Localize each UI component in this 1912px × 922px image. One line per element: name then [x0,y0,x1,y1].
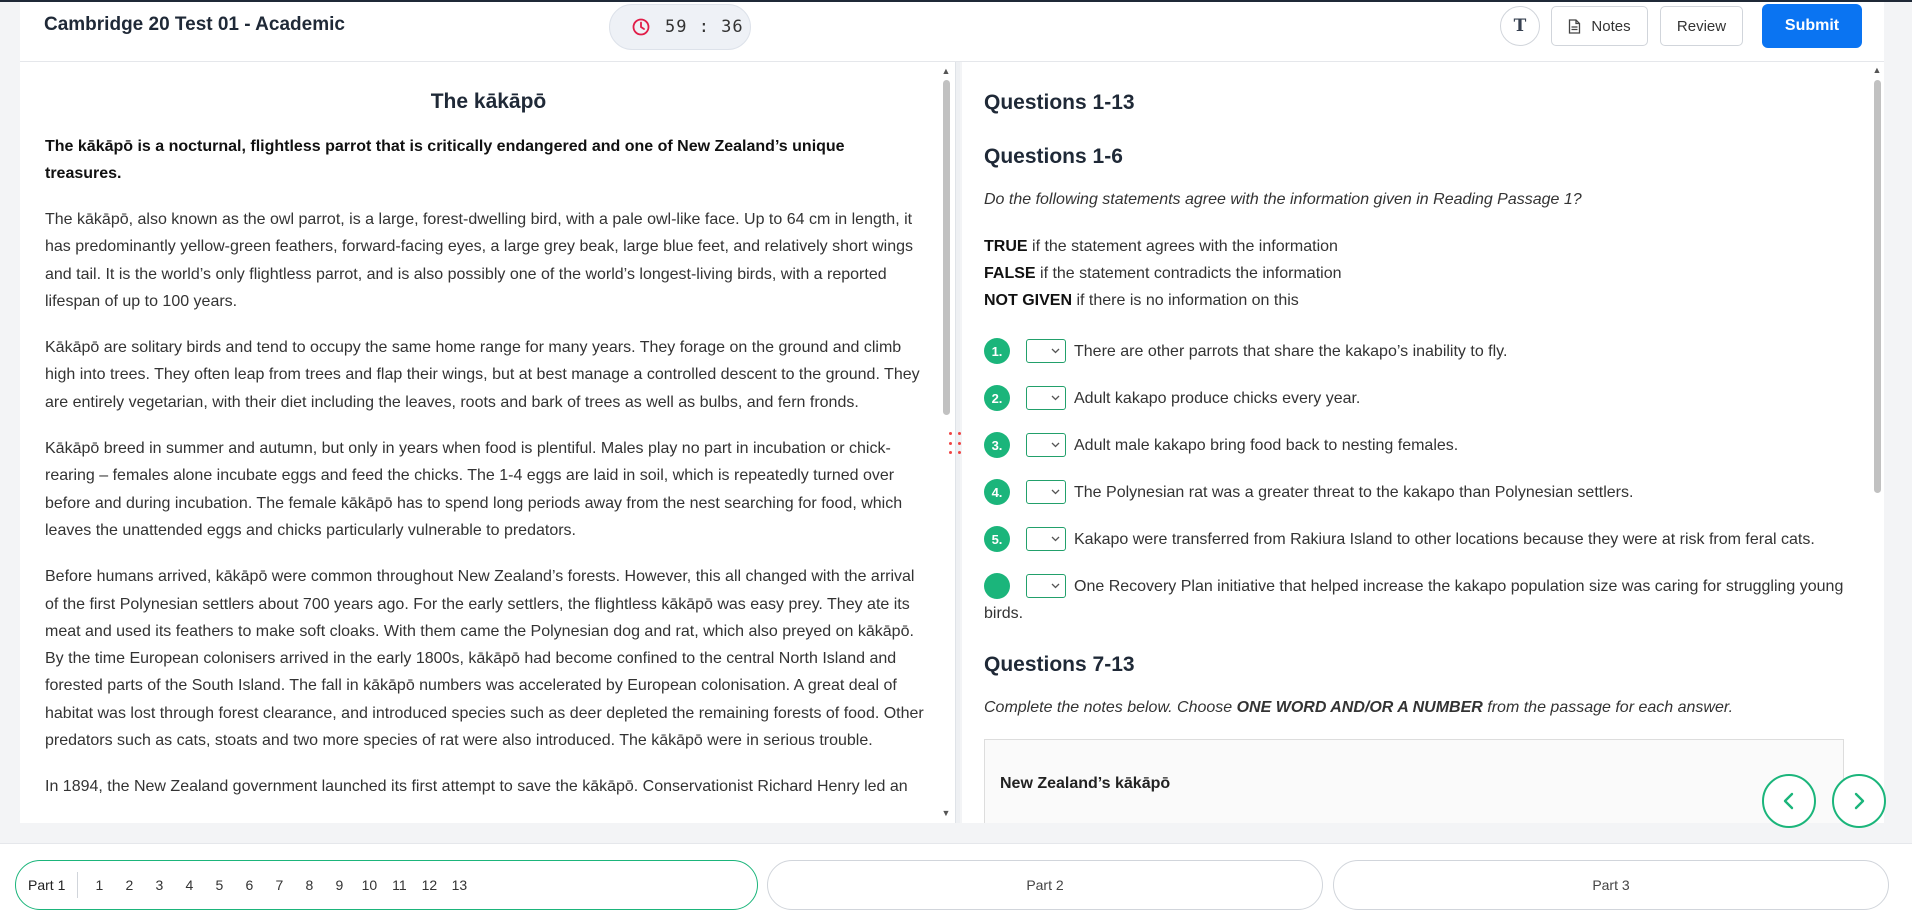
question-nav-13[interactable]: 13 [451,877,468,893]
question-item [984,426,1844,473]
submit-button[interactable]: Submit [1762,4,1862,48]
passage-scrollbar[interactable] [943,80,950,415]
question-nav-4[interactable]: 4 [185,877,194,893]
question-nav-5[interactable]: 5 [215,877,224,893]
part-3-tab[interactable]: Part 3 [1333,860,1889,910]
question-item [984,567,1844,627]
group-instruction: Do the following statements agree with the information given in Reading Passage 1? [984,191,1582,208]
scroll-down-arrow-icon[interactable]: ▼ [941,808,951,818]
chevron-down-icon [1051,395,1060,401]
group-heading: Questions 7-13 [984,653,1135,676]
group-instruction: Complete the notes below. Choose ONE WORD AND/OR A NUMBER from the passage for each answer. [984,699,1734,716]
passage-paragraph: Kākāpō breed in summer and autumn, but only in years when food is plentiful. Males play no part in incubation or chick-rearing – females alone incubate eggs and feed the chicks. The 1-4 eggs are laid in soil, which is repeatedly turned over before and during incubation. The female kākāpō has to spend long periods away from the nest searching for food, which leaves the unattended eggs and chicks particularly vulnerable to predators. [45,440,903,539]
question-list [984,332,1844,627]
question-nav-8[interactable]: 8 [305,877,314,893]
notes-completion-box [984,739,1844,823]
question-nav-10[interactable]: 10 [361,877,378,893]
question-number[interactable]: 3. [984,432,1010,458]
part-1-label: Part 1 [28,872,78,898]
chevron-right-icon [1852,791,1866,811]
chevron-left-icon [1782,791,1796,811]
chevron-down-icon [1051,583,1060,589]
passage-intro: The kākāpō is a nocturnal, flightless parrot that is critically endangered and one of New Zealand’s unique treasures. [45,138,845,182]
notes-label: Notes [1591,17,1631,35]
question-item [984,379,1844,426]
question-nav-3[interactable]: 3 [155,877,164,893]
answer-dropdown[interactable] [1026,527,1066,551]
answer-dropdown[interactable] [1026,574,1066,598]
answer-dropdown[interactable] [1026,433,1066,457]
question-nav-2[interactable]: 2 [125,877,134,893]
question-number[interactable]: 5. [984,526,1010,552]
question-text: The Polynesian rat was a greater threat to the kakapo than Polynesian settlers. [1074,484,1634,501]
scroll-up-arrow-icon[interactable]: ▲ [941,66,951,76]
question-number[interactable] [984,573,1010,599]
passage-content [45,62,932,801]
questions-content [984,62,1844,823]
passage-paragraph: Before humans arrived, kākāpō were common throughout New Zealand’s forests. However, this all changed with the arrival of the first Polynesian settlers about 700 years ago. For the early settlers, the flightless kākāpō was easy prey. They ate its meat and used its feathers to make soft cloaks. With them came the Polynesian dog and rat, which also preyed on kākāpō. By the time European colonisers arrived in the early 1800s, kākāpō had become confined to the central North Island and forested parts of the South Island. The fall in kākāpō numbers was accelerated by European colonisation. A great deal of habitat was lost through forest clearance, and introduced species such as deer depleted the remaining forests of food. Other predators such as cats, stoats and two more species of rat were also introduced. The kākāpō were in serious trouble. [45,568,924,750]
question-text: Kakapo were transferred from Rakiura Island to other locations because they were at risk from feral cats. [1074,531,1815,548]
review-button[interactable]: Review [1660,6,1743,46]
font-size-button[interactable]: T [1500,6,1540,46]
group-heading: Questions 1-6 [984,145,1123,168]
question-text: Adult male kakapo bring food back to nesting females. [1074,437,1459,454]
answer-legend [984,233,1844,314]
notes-title: New Zealand’s kākāpō [1000,775,1171,792]
clock-icon [631,17,651,37]
question-nav-9[interactable]: 9 [335,877,344,893]
question-nav-1[interactable]: 1 [95,877,104,893]
question-text: There are other parrots that share the kakapo’s inability to fly. [1074,343,1508,360]
question-number-list [84,877,474,893]
answer-dropdown[interactable] [1026,480,1066,504]
chevron-down-icon [1051,489,1060,495]
chevron-down-icon [1051,536,1060,542]
scroll-up-arrow-icon[interactable]: ▲ [1872,65,1882,75]
question-number[interactable]: 2. [984,385,1010,411]
top-bar [20,0,1884,62]
question-item [984,332,1844,379]
answer-dropdown[interactable] [1026,386,1066,410]
legend-false: FALSE if the statement contradicts the information [984,265,1342,282]
questions-scrollbar[interactable] [1874,80,1881,493]
previous-button[interactable] [1762,774,1816,828]
answer-dropdown[interactable] [1026,339,1066,363]
part-1-tab[interactable] [15,860,758,910]
next-button[interactable] [1832,774,1886,828]
legend-true: TRUE if the statement agrees with the information [984,238,1338,255]
part-navigation [0,843,1912,922]
document-icon [1568,19,1581,34]
timer-text: 59 : 36 [665,17,744,37]
question-nav-6[interactable]: 6 [245,877,254,893]
passage-paragraph: In 1894, the New Zealand government launched its first attempt to save the kākāpō. Conservationist Richard Henry led an [45,778,908,796]
questions-heading: Questions 1-13 [984,91,1135,114]
part-2-tab[interactable]: Part 2 [767,860,1323,910]
notes-button[interactable] [1551,6,1648,46]
chevron-down-icon [1051,442,1060,448]
question-text: Adult kakapo produce chicks every year. [1074,390,1361,407]
chevron-down-icon [1051,348,1060,354]
question-number[interactable]: 1. [984,338,1010,364]
passage-pane[interactable] [20,62,955,823]
question-item [984,473,1844,520]
passage-paragraph: Kākāpō are solitary birds and tend to occupy the same home range for many years. They forage on the ground and climb high into trees. They often leap from trees and flap their wings, but at best manage a controlled descent to the ground. They are entirely vegetarian, with their diet including the leaves, roots and bark of trees as well as bulbs, and fern fronds. [45,339,920,411]
question-text: One Recovery Plan initiative that helped increase the kakapo population size was caring for struggling young birds. [984,578,1844,622]
question-nav-11[interactable]: 11 [392,877,407,893]
question-number[interactable]: 4. [984,479,1010,505]
question-nav-12[interactable]: 12 [421,877,438,893]
test-title: Cambridge 20 Test 01 - Academic [44,14,345,35]
question-nav-7[interactable]: 7 [275,877,284,893]
legend-not-given: NOT GIVEN if there is no information on this [984,292,1299,309]
passage-paragraph: The kākāpō, also known as the owl parrot, is a large, forest-dwelling bird, with a pale owl-like face. Up to 64 cm in length, it has predominantly yellow-green feathers, forward-facing eyes, a large grey beak, large blue feet, and relatively short wings and tail. It is the world’s only flightless parrot, and is also possibly one of the world’s longest-living birds, with a reported lifespan of up to 100 years. [45,211,914,310]
timer [609,4,751,50]
question-item [984,520,1844,567]
questions-pane[interactable] [962,62,1884,823]
passage-title: The kākāpō [430,90,547,113]
